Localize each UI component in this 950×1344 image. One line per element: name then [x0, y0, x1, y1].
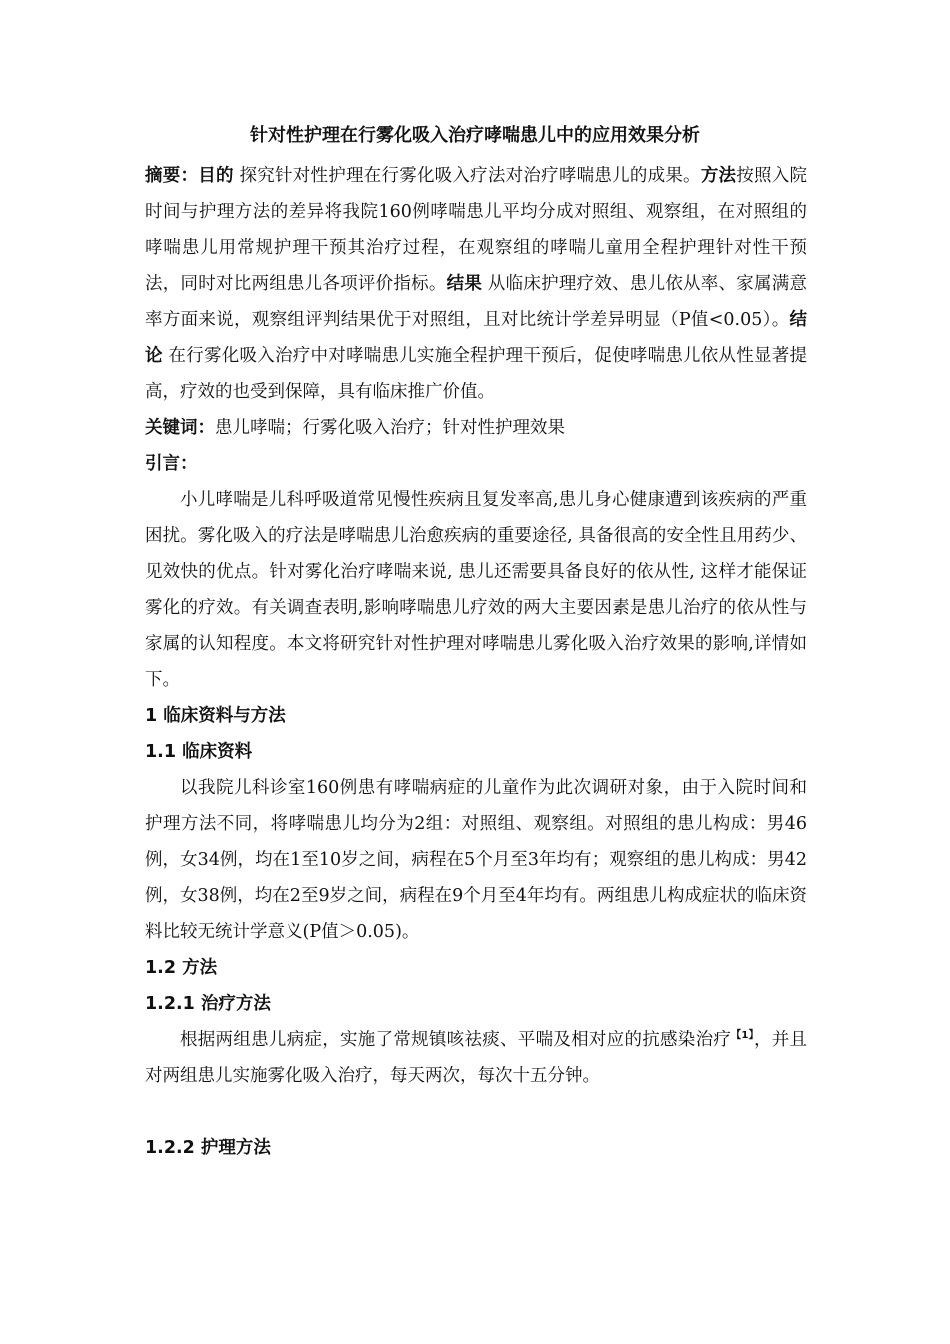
section-1-2-1-paragraph [145, 1022, 807, 1094]
treatment-text-before: 根据两组患儿病症，实施了常规镇咳祛痰、平喘及相对应的抗感染治疗 [180, 1030, 732, 1050]
result-label: 结果 [446, 274, 483, 294]
treatment-text-after: ，并且对两组患儿实施雾化吸入治疗，每天两次，每次十五分钟。 [145, 1030, 807, 1086]
section-1-2-1-heading: 1.2.1 治疗方法 [145, 994, 271, 1014]
document-title: 针对性护理在行雾化吸入治疗哮喘患儿中的应用效果分析 [250, 125, 700, 146]
keywords-label: 关键词： [145, 418, 215, 438]
intro-paragraph: 小儿哮喘是儿科呼吸道常见慢性疾病且复发率高,患儿身心健康遭到该疾病的严重困扰。雾化吸入的疗法是哮喘患儿治愈疾病的重要途径, 具备很高的安全性且用药少、见效快的优点。针对雾化治疗哮喘来说, 患儿还需要具备良好的依从性, 这样才能保证雾化的疗效。有关调查表明,影响哮喘患儿疗效的两大主要因素是患儿治疗的依从性与家属的认知程度。本文将研究针对性护理对哮喘患儿雾化吸入治疗效果的影响,详情如下。 [145, 490, 807, 690]
document-body [145, 158, 807, 1166]
abstract-paragraph [145, 158, 807, 410]
blank-line [145, 1094, 807, 1130]
section-1-2-heading: 1.2 方法 [145, 958, 218, 978]
section-1-2-2-heading: 1.2.2 护理方法 [145, 1138, 271, 1158]
keywords-text: 患儿哮喘；行雾化吸入治疗；针对性护理效果 [215, 418, 565, 438]
section-1-1-heading: 1.1 临床资料 [145, 742, 253, 762]
conclusion-label: 结论 [145, 310, 807, 366]
intro-label: 引言： [145, 454, 198, 474]
section-1-heading: 1 临床资料与方法 [145, 706, 286, 726]
abstract-label: 摘要： [145, 166, 199, 186]
objective-text: 探究针对性护理在行雾化吸入疗法对治疗哮喘患儿的成果。 [233, 166, 701, 186]
conclusion-text: 在行雾化吸入治疗中对哮喘患儿实施全程护理干预后，促使哮喘患儿依从性显著提高，疗效的也受到保障，具有临床推广价值。 [145, 346, 808, 402]
method-text: 按照入院时间与护理方法的差异将我院160例哮喘患儿平均分成对照组、观察组，在对照组的哮喘患儿用常规护理干预其治疗过程，在观察组的哮喘儿童用全程护理针对性干预法，同时对比两组患儿各项评价指标。 [145, 166, 808, 294]
section-1-1-paragraph: 以我院儿科诊室160例患有哮喘病症的儿童作为此次调研对象，由于入院时间和护理方法不同，将哮喘患儿均分为2组：对照组、观察组。对照组的患儿构成：男46例，女34例，均在1至10岁之间，病程在5个月至3年均有；观察组的患儿构成：男42例，女38例，均在2至9岁之间，病程在9个月至4年均有。两组患儿构成症状的临床资料比较无统计学意义(P值＞0.05)。 [145, 778, 807, 942]
objective-label: 目的 [198, 166, 234, 186]
keywords-paragraph [145, 410, 807, 446]
citation-marker[interactable]: 【1】 [731, 1030, 754, 1042]
method-label: 方法 [700, 166, 737, 186]
result-text: 从临床护理疗效、患儿依从率、家属满意率方面来说，观察组评判结果优于对照组，且对比统计学差异明显（P值<0.05）。 [145, 274, 808, 330]
